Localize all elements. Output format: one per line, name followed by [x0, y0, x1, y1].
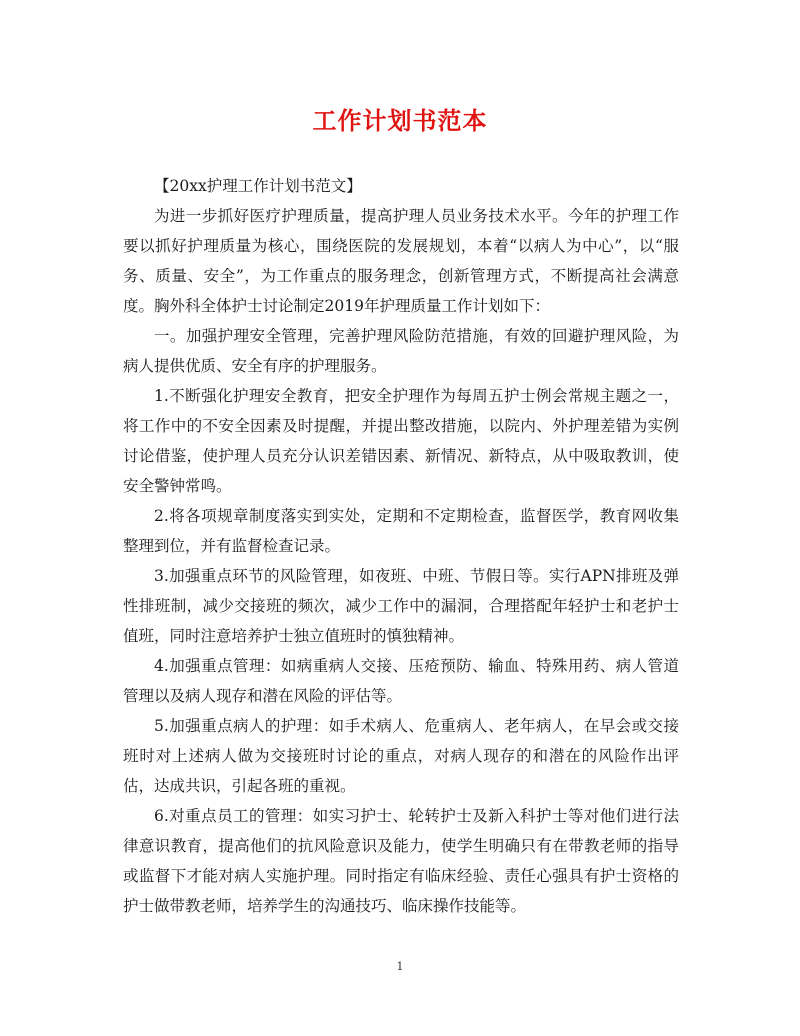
subheading: 【20xx护理工作计划书范文】: [154, 177, 362, 195]
item-2-paragraph: 2.将各项规章制度落实到实处，定期和不定期检查，监督医学，教育网收集整理到位，并有监督检查记录。: [123, 507, 679, 555]
item-1-paragraph: 1.不断强化护理安全教育，把安全护理作为每周五护士例会常规主题之一，将工作中的不安全因素及时提醒，并提出整改措施，以院内、外护理差错为实例讨论借鉴，使护理人员充分认识差错因素、新情况、新特点，从中吸取教训，使安全警钟常鸣。: [123, 387, 679, 495]
document-title: 工作计划书范本: [312, 106, 488, 135]
item-4-paragraph: 4.加强重点管理：如病重病人交接、压疮预防、输血、特殊用药、病人管道管理以及病人现存和潜在风险的评估等。: [123, 657, 679, 705]
item-5-paragraph: 5.加强重点病人的护理：如手术病人、危重病人、老年病人，在早会或交接班时对上述病人做为交接班时讨论的重点，对病人现存的和潜在的风险作出评估，达成共识，引起各班的重视。: [123, 717, 679, 795]
section-one-paragraph: 一。加强护理安全管理，完善护理风险防范措施，有效的回避护理风险，为病人提供优质、安全有序的护理服务。: [123, 327, 679, 375]
item-6-paragraph: 6.对重点员工的管理：如实习护士、轮转护士及新入科护士等对他们进行法律意识教育，提高他们的抗风险意识及能力，使学生明确只有在带教老师的指导或监督下才能对病人实施护理。同时指定有临床经验、责任心强具有护士资格的护士做带教老师，培养学生的沟通技巧、临床操作技能等。: [123, 807, 679, 915]
document-body: [123, 171, 679, 921]
intro-paragraph: 为进一步抓好医疗护理质量，提高护理人员业务技术水平。今年的护理工作要以抓好护理质量为核心，围绕医院的发展规划，本着“以病人为中心”，以“服务、质量、安全”，为工作重点的服务理念，创新管理方式，不断提高社会满意度。胸外科全体护士讨论制定2019年护理质量工作计划如下：: [123, 207, 679, 315]
page-number: 1: [396, 960, 404, 973]
item-3-paragraph: 3.加强重点环节的风险管理，如夜班、中班、节假日等。实行APN排班及弹性排班制，减少交接班的频次，减少工作中的漏洞，合理搭配年轻护士和老护士值班，同时注意培养护士独立值班时的慎独精神。: [123, 567, 679, 645]
